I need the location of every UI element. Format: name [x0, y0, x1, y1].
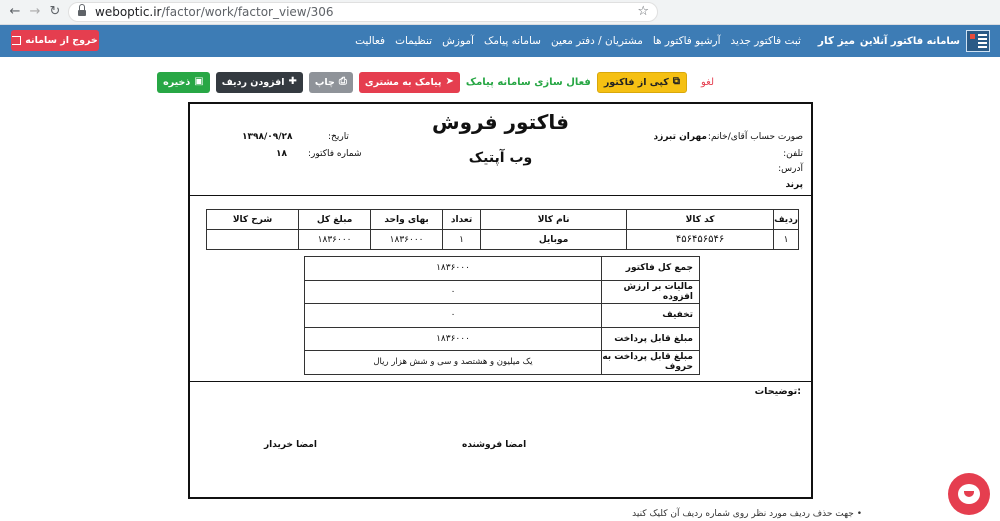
name-cell: موبایل: [481, 230, 627, 250]
invoice-sheet: [188, 102, 813, 499]
invoice-toolbar: [157, 71, 714, 93]
menu-item-activity[interactable]: فعالیت: [355, 35, 386, 47]
totals-row: [305, 257, 700, 281]
floppy-disk-icon: ▣: [194, 76, 204, 87]
address-label: آدرس:: [778, 164, 803, 174]
reload-icon[interactable]: ↻: [49, 4, 61, 19]
add-row-label: افزودن ردیف: [221, 76, 285, 88]
address-bar[interactable]: [68, 2, 658, 22]
customer-name: مهران تبرزد: [653, 132, 707, 142]
payable-words-value: یک میلیون و هشتصد و سی و شش هزار ریال: [305, 351, 602, 375]
date-label: تاریخ:: [328, 132, 349, 142]
printer-icon: ⎙: [338, 76, 347, 87]
col-row: ردیف: [774, 210, 799, 230]
cancel-link[interactable]: لغو: [700, 76, 714, 88]
menu-item-new-invoice[interactable]: ثبت فاکتور جدید: [730, 35, 801, 47]
vat-value: ۰: [305, 280, 602, 304]
invoice-logo-icon: [966, 30, 990, 52]
invoice-number-label: شماره فاکتور:: [308, 149, 362, 159]
description-label: توضیحات:: [754, 386, 801, 397]
company-name: وب آپتیک: [468, 150, 533, 166]
phone-label: تلفن:: [783, 149, 803, 159]
menu-item-settings[interactable]: تنظیمات: [395, 35, 433, 47]
url-text: weboptic.ir/factor/work/factor_view/306: [95, 5, 334, 19]
menu-item-dashboard[interactable]: میز کار: [817, 35, 855, 47]
activate-sms-link[interactable]: فعال سازی سامانه پیامک: [465, 76, 591, 88]
date-value: ۱۳۹۸/۰۹/۲۸: [242, 132, 293, 142]
copy-invoice-button[interactable]: [597, 72, 687, 93]
payable-value: ۱۸۳۶۰۰۰: [305, 327, 602, 351]
app-navbar: [0, 25, 1000, 57]
copy-invoice-label: کپی از فاکتور: [603, 76, 669, 88]
payable-words-label: مبلغ قابل پرداخت به حروف: [602, 351, 700, 375]
chat-widget-icon[interactable]: [948, 473, 990, 515]
plus-icon: ✚: [288, 76, 297, 87]
code-cell: ۴۵۶۴۵۶۵۴۶: [627, 230, 774, 250]
col-qty: تعداد: [443, 210, 481, 230]
address-value: پرند: [785, 180, 803, 190]
qty-cell: ۱: [443, 230, 481, 250]
save-button[interactable]: [157, 72, 210, 93]
main-menu: [350, 25, 860, 57]
brand[interactable]: [860, 25, 990, 57]
totals-row: [305, 351, 700, 375]
totals-row: [305, 327, 700, 351]
col-description: شرح کالا: [207, 210, 299, 230]
grand-total-value: ۱۸۳۶۰۰۰: [305, 257, 602, 281]
payable-label: مبلغ قابل پرداخت: [602, 327, 700, 351]
items-table: [206, 209, 799, 250]
back-arrow-icon[interactable]: ←: [9, 4, 21, 19]
sms-customer-label: پیامک به مشتری: [364, 76, 442, 88]
discount-value: ۰: [305, 304, 602, 328]
totals-row: [305, 280, 700, 304]
totals-row: [305, 304, 700, 328]
forward-arrow-icon[interactable]: →: [29, 4, 41, 19]
discount-label: تخفیف: [602, 304, 700, 328]
delete-row-hint: • جهت حذف ردیف مورد نظر روی شماره ردیف آن کلیک کنید: [632, 509, 862, 519]
col-code: کد کالا: [627, 210, 774, 230]
sms-customer-button[interactable]: [359, 72, 460, 93]
paper-plane-icon: ➤: [445, 76, 454, 87]
unit-price-cell: ۱۸۳۶۰۰۰: [371, 230, 443, 250]
exit-button-label: خروج از سامانه: [25, 35, 98, 46]
print-button[interactable]: [309, 72, 353, 93]
lock-icon: [78, 8, 86, 17]
exit-button[interactable]: [11, 30, 99, 51]
buyer-signature-label: امضا خریدار: [264, 440, 317, 450]
menu-item-customers[interactable]: مشتریان / دفتر معین: [550, 35, 643, 47]
browser-toolbar: [0, 0, 1000, 25]
brand-title: سامانه فاکتور آنلاین: [859, 35, 960, 47]
grand-total-label: جمع کل فاکتور: [602, 257, 700, 281]
col-name: نام کالا: [481, 210, 627, 230]
invoice-body: [190, 196, 811, 382]
invoice-number-value: ۱۸: [276, 149, 287, 159]
bookmark-star-icon[interactable]: ☆: [637, 4, 649, 19]
description-cell: [207, 230, 299, 250]
vat-label: مالیات بر ارزش افزوده: [602, 280, 700, 304]
menu-item-training[interactable]: آموزش: [442, 35, 474, 47]
col-total: مبلغ کل: [299, 210, 371, 230]
totals-table: [304, 256, 700, 375]
menu-item-sms[interactable]: سامانه پیامک: [483, 35, 541, 47]
customer-label: صورت حساب آقای/خانم:: [707, 132, 803, 142]
sign-out-icon: [12, 36, 21, 45]
save-label: ذخیره: [163, 76, 191, 88]
add-row-button[interactable]: [216, 72, 303, 93]
invoice-title: فاکتور فروش: [432, 110, 569, 134]
copy-icon: ⧉: [672, 76, 680, 87]
menu-item-invoice-archive[interactable]: آرشیو فاکتور ها: [652, 35, 721, 47]
table-row: [207, 230, 799, 250]
print-label: چاپ: [314, 76, 335, 88]
col-unit-price: بهای واحد: [371, 210, 443, 230]
items-header-row: [207, 210, 799, 230]
row-number-cell[interactable]: ۱: [774, 230, 799, 250]
invoice-header: [190, 104, 811, 196]
total-cell: ۱۸۳۶۰۰۰: [299, 230, 371, 250]
seller-signature-label: امضا فروشنده: [462, 440, 527, 450]
